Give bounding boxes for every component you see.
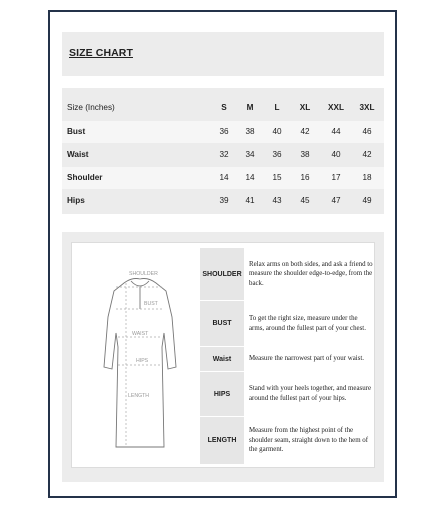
table-cell: 36 xyxy=(219,127,229,136)
size-header-l: L xyxy=(274,103,280,112)
guide-term: BUST xyxy=(200,301,244,346)
guide-description: Measure from the highest point of the shoulder seam, straight down to the hem of the garment. xyxy=(249,427,369,454)
page-title: SIZE CHART xyxy=(69,47,133,59)
guide-term: HIPS xyxy=(200,372,244,416)
size-header-m: M xyxy=(246,103,254,112)
guide-description: To get the right size, measure under the arms, around the fullest part of your chest. xyxy=(249,314,366,332)
figure-label-shoulder: SHOULDER xyxy=(129,271,158,277)
guide-row-waist xyxy=(200,347,374,371)
size-header-xxl: XXL xyxy=(328,103,344,112)
table-cell: 49 xyxy=(362,196,372,205)
guide-row-length xyxy=(200,417,374,464)
table-cell: 38 xyxy=(245,127,255,136)
row-label: Waist xyxy=(67,150,89,159)
guide-description: Relax arms on both sides, and ask a friend to measure the shoulder edge-to-edge, from the back. xyxy=(249,260,373,287)
garment-illustration xyxy=(76,247,204,465)
row-label: Bust xyxy=(67,127,86,136)
guide-row-hips xyxy=(200,372,374,416)
size-header-3xl: 3XL xyxy=(359,103,375,112)
table-header-row xyxy=(62,97,384,119)
table-cell: 36 xyxy=(272,150,282,159)
table-cell: 32 xyxy=(219,150,229,159)
guide-term: LENGTH xyxy=(200,417,244,464)
table-cell: 14 xyxy=(245,173,255,182)
guide-description: Stand with your heels together, and measure around the fullest part of your hips. xyxy=(249,385,371,402)
table-row-waist xyxy=(62,144,384,166)
table-row-bust xyxy=(62,121,384,143)
table-cell: 14 xyxy=(219,173,229,182)
table-cell: 44 xyxy=(331,127,341,136)
measurement-guide xyxy=(62,232,384,482)
table-cell: 40 xyxy=(272,127,282,136)
size-table xyxy=(62,88,384,214)
table-row-shoulder xyxy=(62,167,384,189)
table-cell: 45 xyxy=(300,196,310,205)
table-cell: 43 xyxy=(272,196,282,205)
neckline-path xyxy=(131,281,149,286)
table-cell: 16 xyxy=(300,173,310,182)
row-label: Shoulder xyxy=(67,173,103,182)
guide-row-bust xyxy=(200,301,374,346)
guide-row-shoulder xyxy=(200,248,374,300)
table-cell: 47 xyxy=(331,196,341,205)
guide-panel xyxy=(71,242,375,468)
table-cell: 46 xyxy=(362,127,372,136)
guide-term: Waist xyxy=(200,347,244,371)
title-bar xyxy=(62,32,384,76)
table-cell: 42 xyxy=(300,127,310,136)
header-label: Size (Inches) xyxy=(67,103,115,112)
table-cell: 39 xyxy=(219,196,229,205)
table-cell: 34 xyxy=(245,150,255,159)
table-row-hips xyxy=(62,190,384,212)
size-chart-card xyxy=(48,10,397,498)
table-cell: 15 xyxy=(272,173,282,182)
figure-label-bust: BUST xyxy=(144,301,158,307)
size-header-s: S xyxy=(221,103,227,112)
table-cell: 42 xyxy=(362,150,372,159)
table-cell: 17 xyxy=(331,173,341,182)
figure-label-waist: WAIST xyxy=(132,331,149,337)
figure-label-length: LENGTH xyxy=(128,393,150,399)
figure-label-hips: HIPS xyxy=(136,358,149,364)
table-cell: 38 xyxy=(300,150,310,159)
table-cell: 40 xyxy=(331,150,341,159)
table-cell: 41 xyxy=(245,196,255,205)
guide-term: SHOULDER xyxy=(200,248,244,300)
guide-description: Measure the narrowest part of your waist. xyxy=(249,355,364,363)
size-header-xl: XL xyxy=(299,103,311,112)
table-cell: 18 xyxy=(362,173,372,182)
row-label: Hips xyxy=(67,196,85,205)
